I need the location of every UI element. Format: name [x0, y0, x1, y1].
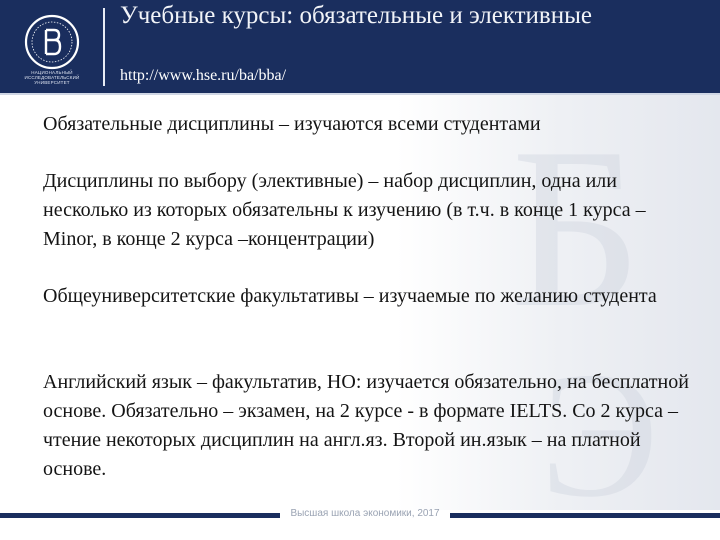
logo-caption: НАЦИОНАЛЬНЫЙ ИССЛЕДОВАТЕЛЬСКИЙ УНИВЕРСИТЕТ [24, 70, 80, 85]
paragraph-optional: Общеуниверситетские факультативы – изучаемые по желанию студента [43, 285, 657, 307]
paragraph-mandatory: Обязательные дисциплины – изучаются всеми студентами [43, 113, 541, 135]
footer-bar-left [0, 513, 280, 518]
paragraph-electives: Дисциплины по выбору (элективные) – набор дисциплин, одна или несколько из которых обязательны к изучению (в т.ч. в конце 1 курса – Minor, в конце 2 курса –концентрации) [43, 170, 646, 250]
footer-text: Высшая школа экономики, 2017 [290, 508, 440, 519]
slide-url: http://www.hse.ru/ba/bba/ [120, 67, 287, 84]
paragraph-english: Английский язык – факультатив, НО: изучается обязательно, на бесплатной основе. Обязательно – экзамен, на 2 курсе - в формате IELTS. Со 2 курса – чтение некоторых дисциплин на англ.яз. Второй ин.язык – на платной основе. [43, 371, 689, 480]
header-divider [103, 8, 105, 86]
footer-bar-right [450, 513, 720, 518]
svg-text:Б: Б [510, 100, 643, 355]
svg-text:Э: Э [540, 335, 659, 510]
slide-title: Учебные курсы: обязательные и элективные [120, 2, 593, 29]
